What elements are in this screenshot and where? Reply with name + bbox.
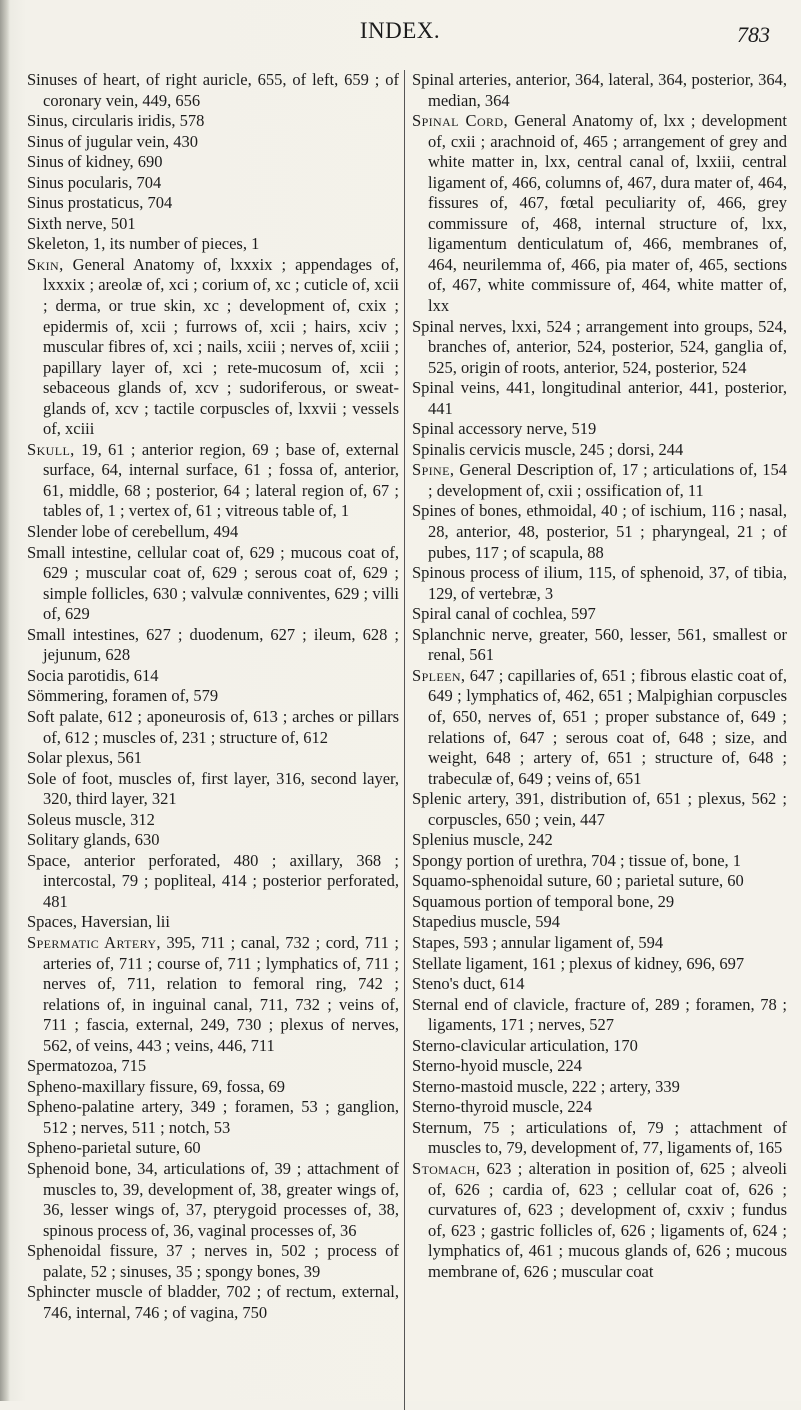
index-entry [412, 1077, 787, 1098]
index-entry-head: Spermatic Artery, [27, 932, 161, 952]
index-entry-text: General Anatomy of, lxxxix ; appendages of, lxxxix ; areolæ of, xci ; corium of, xc ; cuticle of, xcii ; derma, or true skin, xc ; development of, cxix ; epidermis of, xcii ; furrows of, xcii ; hairs, xciv ; muscular fibres of, xci ; nails, xciii ; nerves of, xciii ; papillary layer of, xci ; rete-mucosum of, xcii ; sebaceous glands of, xcv ; sudoriferous, or sweat-glands of, xcv ; tactile corpuscles of, lxxvii ; vessels of, xciii [43, 254, 399, 439]
index-entry-text: Stapes, 593 ; annular ligament of, 594 [412, 932, 664, 952]
index-entry [412, 830, 787, 851]
index-entry [412, 460, 787, 501]
index-entry-text: Sinus of jugular vein, 430 [27, 131, 198, 151]
page-gutter-shadow [0, 0, 10, 1401]
index-entry-text: Squamous portion of temporal bone, 29 [412, 891, 675, 911]
index-entry [412, 851, 787, 872]
index-entry [27, 543, 399, 625]
index-entry [412, 111, 787, 316]
index-entry-text: Sternum, 75 ; articulations of, 79 ; attachment of muscles to, 79, development of, 77, ligaments of, 165 [412, 1117, 787, 1158]
index-entry [412, 789, 787, 830]
index-entry-text: 19, 61 ; anterior region, 69 ; base of, external surface, 64, internal surface, 61 ; fossa of, anterior, 61, middle, 68 ; posterior, 64 ; lateral region of, 67 ; tables of, 1 ; vertex of, 61 ; vitreous table of, 1 [43, 439, 399, 521]
index-entry-head: Stomach, [412, 1158, 481, 1178]
index-entry-text: Spermatozoa, 715 [27, 1056, 147, 1076]
index-entry-text: Spaces, Haversian, lii [27, 912, 170, 932]
index-entry [412, 974, 787, 995]
index-entry-text: Sömmering, foramen of, 579 [27, 686, 219, 706]
index-entry [27, 748, 399, 769]
index-entry-text: Sternal end of clavicle, fracture of, 289 ; foramen, 78 ; ligaments, 171 ; nerves, 527 [412, 994, 787, 1035]
index-entry [27, 851, 399, 913]
index-entry-text: Sole of foot, muscles of, first layer, 316, second layer, 320, third layer, 321 [27, 768, 399, 809]
index-entry [27, 522, 399, 543]
index-entry [412, 954, 787, 975]
index-entry-text: Sixth nerve, 501 [27, 213, 136, 233]
index-entry [412, 1036, 787, 1057]
index-entry [27, 830, 399, 851]
index-entry [27, 686, 399, 707]
index-entry [412, 1118, 787, 1159]
index-entry [412, 70, 787, 111]
index-entry-text: Splanchnic nerve, greater, 560, lesser, 561, smallest or renal, 561 [412, 624, 787, 665]
index-entry [412, 563, 787, 604]
index-entry-text: Small intestines, 627 ; duodenum, 627 ; ileum, 628 ; jejunum, 628 [27, 624, 399, 665]
index-entry-text: Soleus muscle, 312 [27, 809, 155, 829]
index-entry [27, 193, 399, 214]
index-entry-text: Spinous process of ilium, 115, of sphenoid, 37, of tibia, 129, of vertebræ, 3 [412, 563, 787, 603]
index-entry-head: Skin, [27, 254, 64, 274]
index-entry [27, 1077, 399, 1098]
index-entry [27, 70, 399, 111]
index-entry-text: Spheno-palatine artery, 349 ; foramen, 53 ; ganglion, 512 ; nerves, 511 ; notch, 53 [27, 1097, 399, 1137]
index-entry [27, 234, 399, 255]
index-entry [412, 995, 787, 1036]
index-entry-text: 623 ; alteration in position of, 625 ; alveoli of, 626 ; cardia of, 623 ; cellular coat of, 626 ; curvatures of, 623 ; development of, cxxiv ; fundus of, 623 ; gastric follicles of, 626 ; ligaments of, 624 ; lymphatics of, 461 ; mucous glands of, 626 ; mucous membrane of, 626 ; muscular coat [428, 1158, 787, 1281]
index-entry-text: Sphenoid bone, 34, articulations of, 39 ; attachment of muscles to, 39, development of, 38, greater wings of, 36, lesser wings of, 37, pterygoid processes of, 38, spinous process of, 36, vaginal processes of, 36 [27, 1158, 399, 1240]
index-entry-head: Spine, [412, 460, 455, 480]
index-entry-text: General Anatomy of, lxx ; development of, cxii ; arachnoid of, 465 ; arrangement of grey and white matter in, lxx, central canal of, lxxiii, central ligament of, 466, columns of, 467, dura mater of, 464, fissures of, 467, fœtal peculiarity of, 466, grey commissure of, 468, internal structure of, lxx, ligamentum denticulatum of, 466, membranes of, 464, neurilemma of, 466, pia mater of, 465, sections of, 467, white commissure of, 464, white matter of, lxx [428, 111, 787, 316]
index-entry [27, 214, 399, 235]
index-entry [412, 625, 787, 666]
index-entry-text: Squamo-sphenoidal suture, 60 ; parietal suture, 60 [412, 871, 744, 891]
index-entry [27, 933, 399, 1056]
index-entry-text: Solitary glands, 630 [27, 830, 160, 850]
index-entry [412, 419, 787, 440]
index-entry-text: Spinal accessory nerve, 519 [412, 419, 597, 439]
index-entry [27, 1282, 399, 1323]
index-entry [412, 604, 787, 625]
index-entry-text: Spinalis cervicis muscle, 245 ; dorsi, 244 [412, 439, 684, 459]
index-entry-text: Slender lobe of cerebellum, 494 [27, 522, 239, 542]
index-entry [412, 1159, 787, 1282]
index-entry-text: Spongy portion of urethra, 704 ; tissue of, bone, 1 [412, 850, 742, 870]
index-entry-text: Sinus prostaticus, 704 [27, 193, 173, 213]
index-entry [27, 810, 399, 831]
index-entry-text: Spiral canal of cochlea, 597 [412, 604, 596, 624]
index-entry-text: Soft palate, 612 ; aponeurosis of, 613 ; arches or pillars of, 612 ; muscles of, 231 ; structure of, 612 [27, 706, 399, 747]
index-entry [27, 111, 399, 132]
index-entry-text: Sphincter muscle of bladder, 702 ; of rectum, external, 746, internal, 746 ; of vagina, 750 [27, 1282, 399, 1322]
index-entry-text: Spinal nerves, lxxi, 524 ; arrangement into groups, 524, branches of, anterior, 524, posterior, 524, ganglia of, 525, origin of roots, anterior, 524, posterior, 524 [412, 316, 787, 377]
index-entry-text: Sphenoidal fissure, 37 ; nerves in, 502 ; process of palate, 52 ; sinuses, 35 ; spongy bones, 39 [27, 1241, 399, 1281]
running-head: INDEX. [359, 18, 441, 43]
index-entry-text: Steno's duct, 614 [412, 974, 525, 994]
index-entry-text: Sterno-mastoid muscle, 222 ; artery, 339 [412, 1076, 680, 1096]
index-entry [27, 1159, 399, 1241]
page-header [0, 14, 801, 54]
index-entry [27, 666, 399, 687]
index-entry [27, 1056, 399, 1077]
index-entry [412, 912, 787, 933]
index-entry-text: 395, 711 ; canal, 732 ; cord, 711 ; arteries of, 711 ; course of, 711 ; lymphatics of, 711 ; nerves of, 711, relation to femoral ring, 742 ; relations of, in inguinal canal, 711, 732 ; veins of, 711 ; fascia, external, 249, 730 ; plexus of nerves, 562, of veins, 443 ; veins, 446, 711 [43, 932, 400, 1055]
index-entry [412, 1056, 787, 1077]
index-entry [412, 1097, 787, 1118]
index-entry-head: Spinal Cord, [412, 111, 509, 131]
index-entry-text: Sterno-clavicular articulation, 170 [412, 1035, 638, 1055]
index-entry [412, 871, 787, 892]
index-entry-text: Sinus pocularis, 704 [27, 172, 162, 192]
index-entry [27, 769, 399, 810]
index-entry-text: Sinuses of heart, of right auricle, 655, of left, 659 ; of coronary vein, 449, 656 [27, 70, 399, 110]
index-entry-text: Spheno-parietal suture, 60 [27, 1138, 201, 1158]
index-entry-text: Spines of bones, ethmoidal, 40 ; of ischium, 116 ; nasal, 28, anterior, 48, posterior, 51 ; pharyngeal, 21 ; of pubes, 117 ; of scapula, 88 [412, 501, 787, 562]
index-entry [412, 317, 787, 379]
index-entry [27, 625, 399, 666]
index-entry [412, 501, 787, 563]
index-entry-head: Spleen, [412, 665, 466, 685]
index-entry-text: Sterno-hyoid muscle, 224 [412, 1056, 583, 1076]
index-column-right [412, 70, 787, 1282]
index-entry-text: General Description of, 17 ; articulations of, 154 ; development of, cxii ; ossification of, 11 [428, 460, 787, 500]
index-column-left [27, 70, 399, 1323]
index-entry [27, 255, 399, 440]
index-entry [27, 152, 399, 173]
index-entry [412, 440, 787, 461]
index-entry [27, 912, 399, 933]
index-entry-text: Splenius muscle, 242 [412, 830, 553, 850]
index-entry-text: Stapedius muscle, 594 [412, 912, 561, 932]
index-entry [27, 173, 399, 194]
index-entry [27, 1097, 399, 1138]
index-entry [412, 666, 787, 789]
index-entry-text: Small intestine, cellular coat of, 629 ; mucous coat of, 629 ; muscular coat of, 629 ; serous coat of, 629 ; simple follicles, 630 ; valvulæ conniventes, 629 ; villi of, 629 [27, 542, 399, 624]
index-entry-text: Sterno-thyroid muscle, 224 [412, 1097, 593, 1117]
index-entry [27, 707, 399, 748]
index-entry-text: Spinal arteries, anterior, 364, lateral, 364, posterior, 364, median, 364 [412, 70, 787, 110]
index-entry-text: Socia parotidis, 614 [27, 665, 159, 685]
index-entry-head: Skull, [27, 439, 75, 459]
index-entry [27, 1138, 399, 1159]
index-entry [27, 1241, 399, 1282]
index-entry-text: Space, anterior perforated, 480 ; axillary, 368 ; intercostal, 79 ; popliteal, 414 ; posterior perforated, 481 [27, 850, 399, 911]
index-entry [412, 378, 787, 419]
index-entry-text: Sinus, circularis iridis, 578 [27, 111, 205, 131]
page-number: 783 [737, 22, 770, 47]
index-entry-text: Stellate ligament, 161 ; plexus of kidney, 696, 697 [412, 953, 745, 973]
index-entry-text: Solar plexus, 561 [27, 748, 143, 768]
index-entry-text: Spheno-maxillary fissure, 69, fossa, 69 [27, 1076, 285, 1096]
index-entry-text: Splenic artery, 391, distribution of, 651 ; plexus, 562 ; corpuscles, 650 ; vein, 447 [412, 789, 787, 829]
index-entry [412, 892, 787, 913]
index-entry-text: Skeleton, 1, its number of pieces, 1 [27, 234, 260, 254]
index-entry-text: Spinal veins, 441, longitudinal anterior, 441, posterior, 441 [412, 378, 787, 418]
index-entry-text: Sinus of kidney, 690 [27, 152, 163, 172]
index-entry [412, 933, 787, 954]
index-entry [27, 132, 399, 153]
index-entry-text: 647 ; capillaries of, 651 ; fibrous elastic coat of, 649 ; lymphatics of, 462, 651 ; Malpighian corpuscles of, 650, nerves of, 651 ; proper substance of, 649 ; relations of, 647 ; serous coat of, 648 ; size, and weight, 648 ; artery of, 651 ; structure of, 648 ; trabeculæ of, 649 ; veins of, 651 [428, 665, 787, 788]
column-divider [404, 70, 405, 1410]
index-entry [27, 440, 399, 522]
